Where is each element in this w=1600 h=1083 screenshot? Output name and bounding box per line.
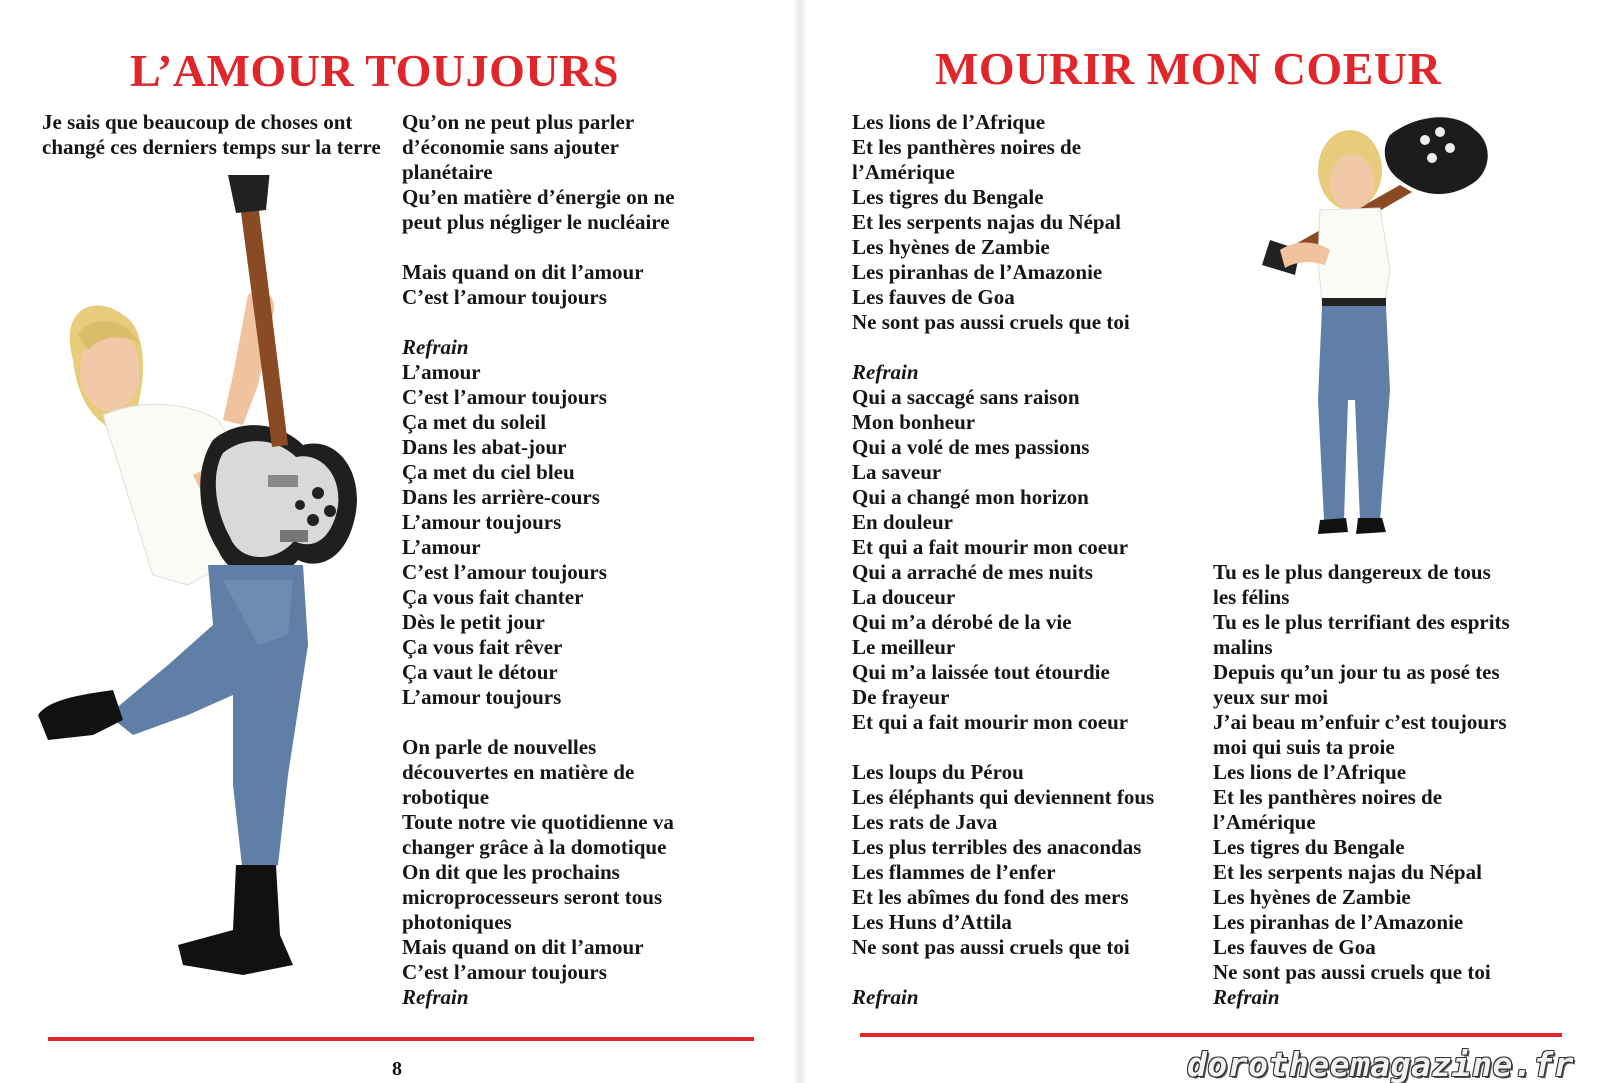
lyrics-column-intro [42, 110, 382, 160]
lyric-line: Les hyènes de Zambie [852, 235, 1050, 259]
lyric-line: C’est l’amour toujours [402, 560, 607, 584]
lyric-line: l’Amérique [852, 160, 955, 184]
lyric-line: Les tigres du Bengale [1213, 835, 1405, 859]
lyric-line: Les piranhas de l’Amazonie [1213, 910, 1464, 934]
refrain-label: Refrain [402, 985, 469, 1009]
song-title-lamour-toujours: L’AMOUR TOUJOURS [130, 45, 619, 96]
lyric-line: l’Amérique [1213, 810, 1316, 834]
lyric-line: Les flammes de l’enfer [852, 860, 1056, 884]
stanza-break [852, 960, 1202, 985]
site-watermark: dorotheemagazine.fr [1187, 1045, 1574, 1083]
lyric-line: Les éléphants qui deviennent fous [852, 785, 1155, 809]
lyric-line: Depuis qu’un jour tu as posé tes [1213, 660, 1500, 684]
lyric-line: Ça met du soleil [402, 410, 547, 434]
lyric-line: Mais quand on dit l’amour [402, 260, 644, 284]
song-title-mourir-mon-coeur: MOURIR MON COEUR [935, 43, 1442, 94]
lyric-line: On dit que les prochains [402, 860, 620, 884]
lyric-line: Les rats de Java [852, 810, 998, 834]
lyric-line: C’est l’amour toujours [402, 960, 607, 984]
lyric-line: L’amour [402, 535, 481, 559]
stanza-break [402, 710, 732, 735]
lyric-line: Tu es le plus dangereux de tous [1213, 560, 1491, 584]
lyric-line: J’ai beau m’enfuir c’est toujours [1213, 710, 1507, 734]
lyric-line: Ça vaut le détour [402, 660, 558, 684]
lyric-line: les félins [1213, 585, 1290, 609]
stanza-break [852, 735, 1202, 760]
lyric-line: Les fauves de Goa [1213, 935, 1376, 959]
singer-guitar-illustration [18, 175, 388, 990]
lyric-line: Qu’on ne peut plus parler [402, 110, 635, 134]
lyric-line: Et qui a fait mourir mon coeur [852, 710, 1129, 734]
refrain-label: Refrain [402, 335, 469, 359]
lyric-line: Et qui a fait mourir mon coeur [852, 535, 1129, 559]
lyric-line: Dès le petit jour [402, 610, 545, 634]
lyric-line: Dans les arrière-cours [402, 485, 600, 509]
lyric-line: La douceur [852, 585, 956, 609]
lyric-line: On parle de nouvelles [402, 735, 597, 759]
lyrics-column-secondary [1213, 560, 1573, 1010]
lyric-line: Les fauves de Goa [852, 285, 1015, 309]
lyric-line: C’est l’amour toujours [402, 285, 607, 309]
lyric-line: Ne sont pas aussi cruels que toi [1213, 960, 1491, 984]
lyric-line: Qui m’a laissée tout étourdie [852, 660, 1110, 684]
lyric-line: Qu’en matière d’énergie on ne [402, 185, 675, 209]
lyric-line: yeux sur moi [1213, 685, 1329, 709]
stanza-break [852, 335, 1202, 360]
stanza-break [402, 235, 732, 260]
singer-guitar-on-shoulder-photo [1240, 100, 1550, 545]
lyric-line: planétaire [402, 160, 493, 184]
lyric-line: Qui a saccagé sans raison [852, 385, 1080, 409]
lyric-line: L’amour [402, 360, 481, 384]
lyric-line: malins [1213, 635, 1273, 659]
lyric-line: photoniques [402, 910, 512, 934]
refrain-label: Refrain [852, 360, 919, 384]
lyric-line: Ça met du ciel bleu [402, 460, 575, 484]
lyric-line: moi qui suis ta proie [1213, 735, 1395, 759]
lyric-line: changer grâce à la domotique [402, 835, 667, 859]
lyric-line: Je sais que beaucoup de choses ont changé ces derniers temps sur la terre [42, 110, 381, 159]
lyric-line: Et les serpents najas du Népal [852, 210, 1121, 234]
lyric-line: peut plus négliger le nucléaire [402, 210, 670, 234]
lyric-line: Ça vous fait chanter [402, 585, 584, 609]
lyric-line: Tu es le plus terrifiant des esprits [1213, 610, 1510, 634]
singer-guitar-illustration [1240, 100, 1550, 545]
stanza-break [402, 310, 732, 335]
lyric-line: Les plus terribles des anacondas [852, 835, 1142, 859]
lyric-line: Les piranhas de l’Amazonie [852, 260, 1103, 284]
page-number: 8 [392, 1058, 402, 1080]
lyric-line: robotique [402, 785, 490, 809]
refrain-label: Refrain [1213, 985, 1280, 1009]
lyric-line: L’amour toujours [402, 685, 562, 709]
lyric-line: Les Huns d’Attila [852, 910, 1012, 934]
refrain-label: Refrain [852, 985, 919, 1009]
lyric-line: De frayeur [852, 685, 950, 709]
lyric-line: Dans les abat-jour [402, 435, 567, 459]
lyric-line: Les hyènes de Zambie [1213, 885, 1411, 909]
lyric-line: Les lions de l’Afrique [852, 110, 1046, 134]
lyric-line: La saveur [852, 460, 942, 484]
lyric-line: C’est l’amour toujours [402, 385, 607, 409]
lyrics-column-main [402, 110, 732, 1010]
lyric-line: Ne sont pas aussi cruels que toi [852, 935, 1130, 959]
lyric-line: Qui a changé mon horizon [852, 485, 1089, 509]
lyric-line: Et les abîmes du fond des mers [852, 885, 1129, 909]
lyric-line: Mon bonheur [852, 410, 976, 434]
lyric-line: Les lions de l’Afrique [1213, 760, 1407, 784]
lyric-line: découvertes en matière de [402, 760, 635, 784]
lyric-line: Le meilleur [852, 635, 956, 659]
lyric-line: Et les panthères noires de [1213, 785, 1443, 809]
lyric-line: Les tigres du Bengale [852, 185, 1044, 209]
lyric-line: Qui m’a dérobé de la vie [852, 610, 1072, 634]
lyric-line: Et les serpents najas du Népal [1213, 860, 1482, 884]
footer-rule [48, 1037, 754, 1041]
lyrics-column-main [852, 110, 1202, 1010]
right-page [800, 0, 1600, 1083]
footer-rule [860, 1033, 1562, 1037]
lyric-line: Qui a arraché de mes nuits [852, 560, 1093, 584]
lyric-line: Ça vous fait rêver [402, 635, 563, 659]
lyric-line: Qui a volé de mes passions [852, 435, 1090, 459]
lyric-line: Ne sont pas aussi cruels que toi [852, 310, 1130, 334]
lyric-line: d’économie sans ajouter [402, 135, 619, 159]
lyric-line: Mais quand on dit l’amour [402, 935, 644, 959]
lyric-line: Les loups du Pérou [852, 760, 1024, 784]
lyric-line: L’amour toujours [402, 510, 562, 534]
lyric-line: Toute notre vie quotidienne va [402, 810, 674, 834]
lyric-line: microprocesseurs seront tous [402, 885, 663, 909]
singer-with-guitar-photo [18, 175, 388, 990]
lyric-line: En douleur [852, 510, 953, 534]
lyric-line: Et les panthères noires de [852, 135, 1082, 159]
